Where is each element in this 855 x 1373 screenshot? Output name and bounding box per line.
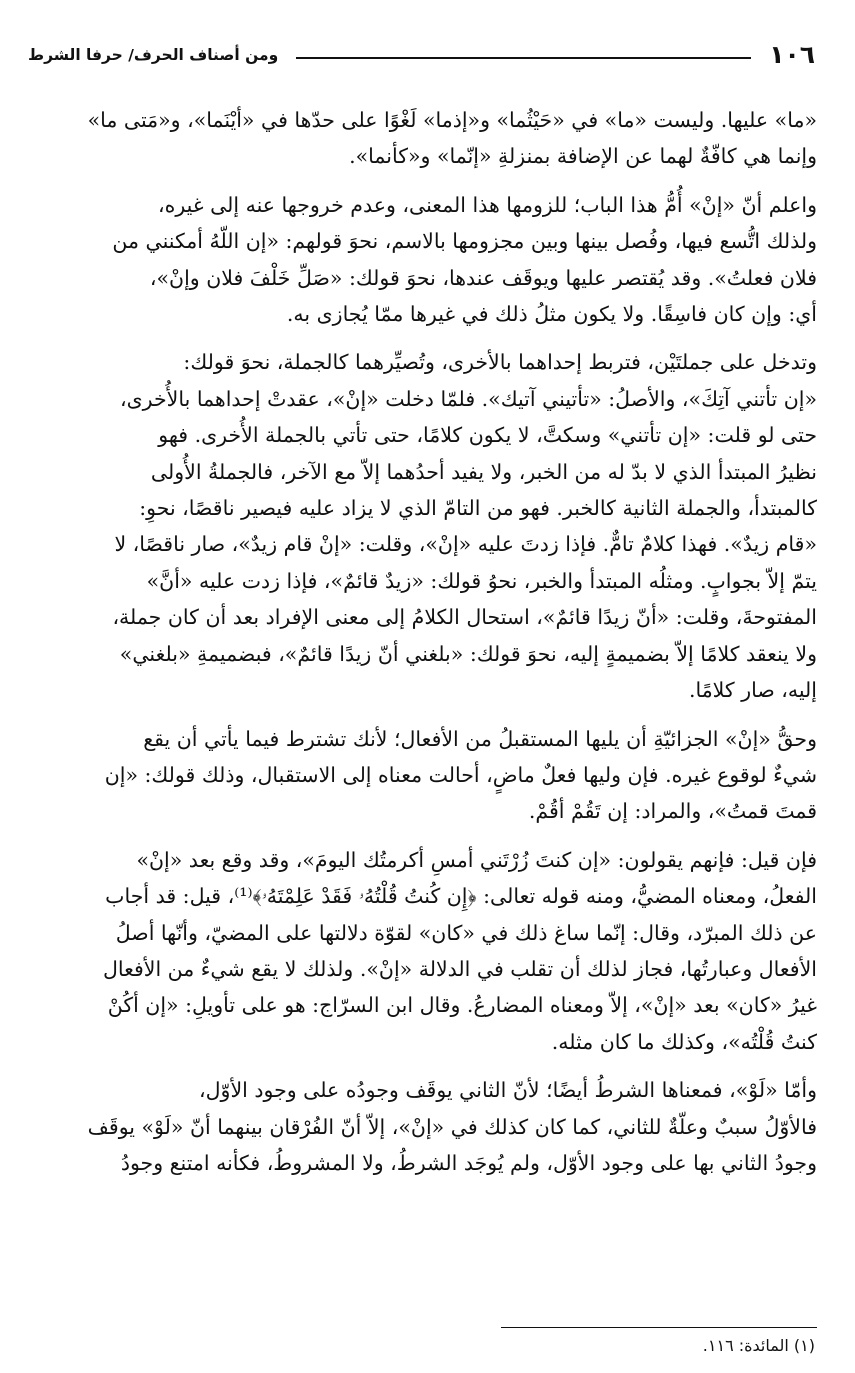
footnote: (١) المائدة: ١١٦. — [702, 1336, 815, 1355]
body-text — [30, 102, 817, 1193]
paragraph: «ما» عليها. وليست «ما» في «حَيْثُما» و«إذما» لَغْوًا على حدّها في «أيْنَما»، و«مَتى ما» وإنما هي كافّةٌ لهما عن الإضافة بمنزلةِ «إنّما» و«كأنما». — [87, 108, 817, 169]
footnote-rule — [501, 1327, 817, 1328]
paragraph: وأمّا «لَوْ»، فمعناها الشرطُ أيضًا؛ لأنّ الثاني يوقَف وجودُه على وجود الأوّل، فالأوّلُ سببٌ وعلّةٌ للثاني، كما كان كذلك في «إنْ»، إلاّ أنّ الفُرْقان بينهما أنّ «لَوْ» يوقَف وجودُ الثاني بها على وجود الأوّل، ولم يُوجَد الشرطُ، ولا المشروطُ، فكأنه امتنع وجودُ — [87, 1078, 817, 1175]
page-number: ١٠٦ — [769, 40, 815, 69]
paragraph: واعلم أنّ «إنْ» أُمُّ هذا الباب؛ للزومها هذا المعنى، وعدم خروجها عنه إلى غيره، ولذلك اتُّسع فيها، وفُصل بينها وبين مجزومها بالاسم، نحوَ قولهم: «إن اللّهُ أمكنني من فلان فعلتُ». وقد يُقتصر عليها ويوقَف عندها، نحوَ قولك: «صَلِّ خَلْفَ فلان وإنْ»، أي: وإن كان فاسِقًا. ولا يكون مثلُ ذلك في غيرها ممّا يُجازى به. — [112, 192, 817, 327]
paragraph: وحقُّ «إنْ» الجزائيّةِ أن يليها المستقبلُ من الأفعال؛ لأنك تشترط فيما يأتي أن يقع شيءٌ لوقوع غيره. فإن وليها فعلٌ ماضٍ، أحالت معناه إلى الاستقبال، وذلك قولك: «إن قمتَ قمتُ»، والمراد: إن تَقُمْ أقُمْ. — [104, 726, 817, 824]
paragraph: وتدخل على جملتَيْن، فتربط إحداهما بالأخرى، وتُصيِّرهما كالجملة، نحوَ قولك: «إن تأتني آتِكَ»، والأصلُ: «تأتيني آتيك». فلمّا دخلت «إنْ»، عقدتْ إحداهما بالأُخرى، حتى لو قلت: «إن تأتني» وسكتَّ، لا يكون كلامًا، حتى تأتي بالجملة الأُخرى. فهو نظيرُ المبتدأ الذي لا بدّ له من الخبر، ولا يفيد أحدُهما إلاّ مع الآخر، فالجملةُ الأُولى كالمبتدأ، والجملة الثانية كالخبر. فهو من التامّ الذي لا يزاد عليه فيصير ناقصًا، نحوِ: «قام زيدٌ». فهذا كلامٌ تامٌّ. فإذا زدتَ عليه «إنْ»، وقلت: «إنْ قام زيدٌ»، صار ناقصًا، لا يتمّ إلاّ بجوابٍ. ومثلُه المبتدأ والخبر، نحوُ قولك: «زيدٌ قائمٌ»، فإذا زدت عليه «أنَّ» المفتوحةَ، وقلت: «أنّ زيدًا قائمٌ»، استحال الكلامُ إلى معنى الإفراد بعد أن كان جملة، ولا ينعقد كلامًا إلاّ بضميمةٍ إليه، نحوَ قولك: «بلغني أنّ زيدًا قائمٌ»، فبضميمةِ «بلغني» إليه، صار كلامًا. — [112, 350, 817, 703]
header-rule — [296, 57, 751, 59]
running-header — [28, 38, 815, 72]
paragraph: فإن قيل: فإنهم يقولون: «إن كنتَ زُرْتَني أمسِ أكرمتُك اليومَ»، وقد وقع بعد «إنْ» الفعلُ، ومعناه المضيُّ، ومنه قوله تعالى: ﴿إِن كُنتُ قُلْتُهُۥ فَقَدْ عَلِمْتَهُۥ﴾⁽¹⁾، قيل: قد أجاب عن ذلك المبرّد، وقال: إنّما ساغ ذلك في «كان» لقوّة دلالتها على المضيّ، وأنّها أصلُ الأفعال وعبارتُها، فجاز لذلك أن تقلب في الدلالة «إنْ». ولذلك لا يقع شيءٌ من الأفعال غيرُ «كان» بعد «إنْ»، إلاّ ومعناه المضارعُ. وقال ابن السرّاج: هو على تأويلِ: «إن أكُنْ كنتُ قُلْتُه»، وكذلك ما كان مثله. — [102, 847, 817, 1054]
chapter-title: ومن أصناف الحرف/ حرفا الشرط — [28, 46, 279, 64]
